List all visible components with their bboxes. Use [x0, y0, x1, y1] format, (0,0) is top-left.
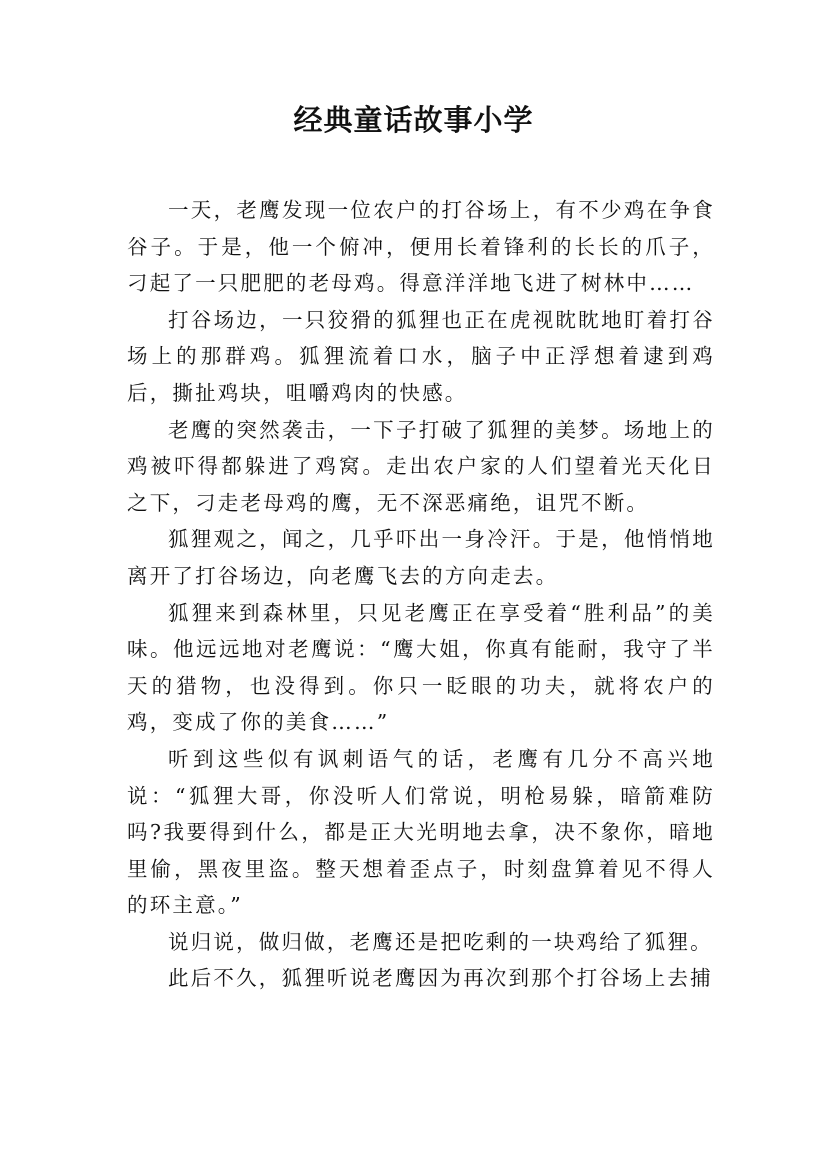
paragraph-4: 狐狸观之，闻之，几乎吓出一身冷汗。于是，他悄悄地离开了打谷场边，向老鹰飞去的方向走去。 [127, 527, 715, 588]
document-body [127, 192, 715, 997]
paragraph-8: 此后不久，狐狸听说老鹰因为再次到那个打谷场上去捕 [168, 966, 713, 991]
paragraph-5: 狐狸来到森林里，只见老鹰正在享受着“胜利品”的美味。他远远地对老鹰说：“鹰大姐，你真有能耐，我守了半天的猎物，也没得到。你只一眨眼的功夫，就将农户的鸡，变成了你的美食……” [127, 600, 715, 735]
paragraph-3: 老鹰的突然袭击，一下子打破了狐狸的美梦。场地上的鸡被吓得都躲进了鸡窝。走出农户家的人们望着光天化日之下，刁走老母鸡的鹰，无不深恶痛绝，诅咒不断。 [127, 417, 715, 515]
paragraph-1: 一天，老鹰发现一位农户的打谷场上，有不少鸡在争食谷子。于是，他一个俯冲，便用长着锋利的长长的爪子，刁起了一只肥肥的老母鸡。得意洋洋地飞进了树林中…… [127, 198, 715, 296]
paragraph-7: 说归说，做归做，老鹰还是把吃剩的一块鸡给了狐狸。 [168, 929, 713, 954]
paragraph-2: 打谷场边，一只狡猾的狐狸也正在虎视眈眈地盯着打谷场上的那群鸡。狐狸流着口水，脑子中正浮想着逮到鸡后，撕扯鸡块，咀嚼鸡肉的快感。 [127, 307, 715, 405]
document-title: 经典童话故事小学 [293, 103, 534, 137]
paragraph-6: 听到这些似有讽刺语气的话，老鹰有几分不高兴地说：“狐狸大哥，你没听人们常说，明枪易躲，暗箭难防吗?我要得到什么，都是正大光明地去拿，决不象你，暗地里偷，黑夜里盗。整天想着歪点子，时刻盘算着见不得人的环主意。” [127, 746, 715, 918]
